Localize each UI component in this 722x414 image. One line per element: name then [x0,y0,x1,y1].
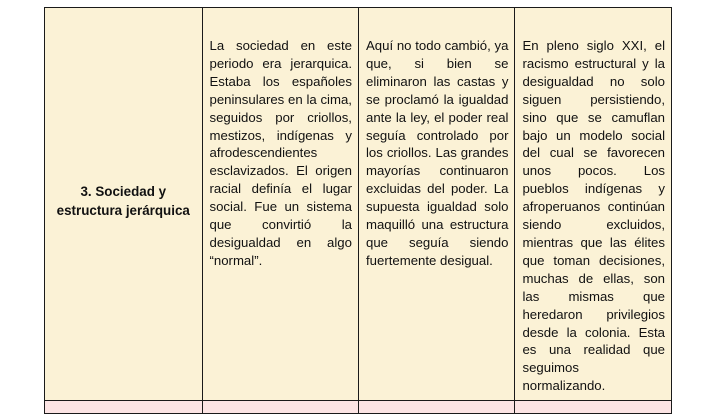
cell-text: La sociedad en este periodo era jerarquica. Estaba los españoles peninsulares en la cima, seguidos por criollos, mestizos, indígenas y afrodescendientes esclavizados. El origen racial definía el lugar social. Fue un sistema que convirtió la desigualdad en algo “normal”. [209,38,352,268]
table-cell [515,401,672,414]
table-cell-period-3 [515,8,672,401]
table-row-next [45,401,672,414]
table-cell [45,401,203,414]
cell-text: En pleno siglo XXI, el racismo estructural y la desigualdad no solo siguen persistiendo, sino que se camuflan bajo un modelo social del cual se favorecen unos pocos. Los pueblos indígenas y afroperuanos continúan siendo excluidos, mientras que las élites que toman decisiones, muchas de ellas, son las mismas que heredaron privilegios desde la colonia. Esta es una realidad que seguimos normalizando. [522,38,665,394]
table-cell-period-2 [358,8,514,401]
row-heading: 3. Sociedad y estructura jerárquica [56,184,190,218]
table-cell [358,401,514,414]
row-heading-cell [45,8,203,401]
cell-text: Aquí no todo cambió, ya que, si bien se eliminaron las castas y se proclamó la igualdad ante la ley, el poder real seguía controlado por los criollos. Las grandes mayorías continuaron excluidas del poder. La supuesta igualdad solo maquilló una estructura que seguía siendo fuertemente desigual. [365,38,509,268]
table-cell [202,401,358,414]
table-row [45,8,672,401]
table-cell-period-1 [202,8,358,401]
comparison-table [44,7,672,414]
